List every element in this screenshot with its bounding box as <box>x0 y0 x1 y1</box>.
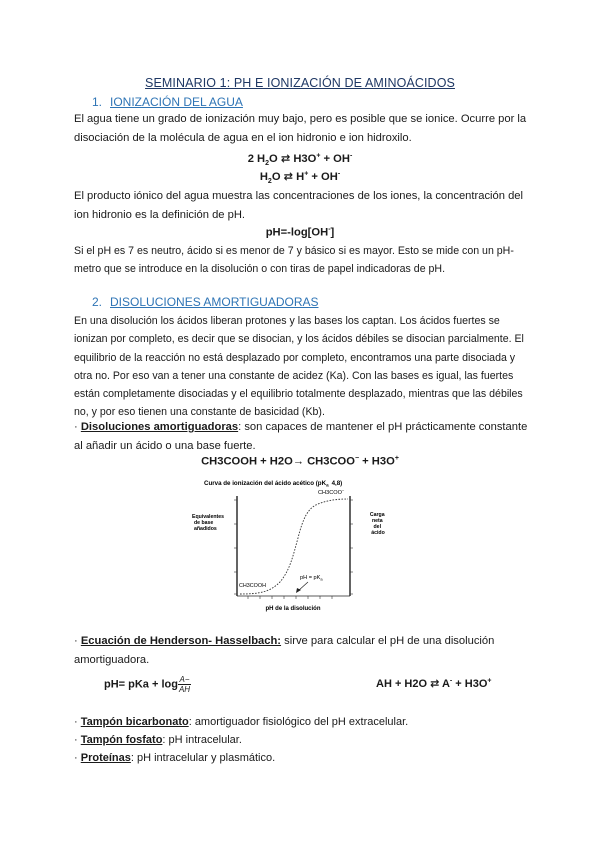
list-item: · Proteínas: pH intracelular y plasmático. <box>74 752 276 764</box>
definition-term: Ecuación de Henderson- Hasselbach: <box>80 635 282 647</box>
section-title: DISOLUCIONES AMORTIGUADORAS <box>110 295 319 309</box>
page-title: SEMINARIO 1: PH E IONIZACIÓN DE AMINOÁCIDOS <box>145 76 455 90</box>
right-axis-label: Carga neta del ácido <box>369 512 385 536</box>
paragraph: Si el pH es 7 es neutro, ácido si es menor de 7 y básico si es mayor. Esto se mide con un pH-metro que se introduce en la disolución o con tiras de papel indicadoras de pH. <box>74 245 514 276</box>
left-axis-label: Equivalentes de base añadidos <box>192 514 225 532</box>
equation-acetic-acid: CH3COOH + H2O→ CH3COO− + H3O+ <box>201 455 399 468</box>
equation-water-dissociation: $H_2O$ ⇄ H+ + OH- <box>259 170 341 186</box>
equation-water-ionization: 2 $H_2O$ ⇄ H3O+ + OH- <box>247 152 353 168</box>
section-heading-ionizacion <box>92 95 243 109</box>
species-acetate: CH3COO− <box>318 488 345 496</box>
section-heading-disoluciones <box>92 295 319 309</box>
titration-curve-figure <box>190 478 420 626</box>
list-item: · Tampón bicarbonato: amortiguador fisiológico del pH extracelular. <box>74 716 409 728</box>
paragraph: En una disolución los ácidos liberan protones y las bases los captan. Los ácidos fuertes se ionizan por completo, es decir que se disocian, y los ácidos débiles se disocian parcialmente. El equilibrio de la reacción no está desplazado por completo, encontramos una parte disociada y otra no. Por eso van a tener una constante de acidez (Ka). Con las bases es igual, las fuertes están completamente disociadas y el equilibrio totalmente desplazado, mientras que las débiles no, y por eso tienen una constante de basicidad (Kb). <box>74 315 524 419</box>
definition-disoluciones-amortiguadoras: · Disoluciones amortiguadoras: son capaces de mantener el pH prácticamente constante al añadir un ácido o una base fuerte. <box>74 421 528 452</box>
section-title: IONIZACIÓN DEL AGUA <box>110 95 243 109</box>
paragraph: El agua tiene un grado de ionización muy bajo, pero es posible que se ionice. Ocurre por la disociación de la molécula de agua en el ion hidronio e ion hidroxilo. <box>74 113 527 144</box>
log-fraction: $\frac{A-}{AH}$ <box>178 675 191 694</box>
section-number: 2. <box>92 295 103 309</box>
section-number: 1. <box>92 95 103 109</box>
henderson-formula: pH= pKa + log $\frac{A-}{AH}$ <box>104 675 191 694</box>
definition-term: Disoluciones amortiguadoras <box>80 421 239 433</box>
pka-label: pH = $pK_a$ <box>300 575 323 582</box>
titration-curve <box>240 499 348 594</box>
equation-acid-dissociation: AH + H2O ⇄ A- + H3O+ <box>376 677 492 690</box>
definition-henderson-hasselbach: · Ecuación de Henderson- Hasselbach: sirve para calcular el pH de una disolución amortiguadora. <box>74 635 495 666</box>
list-item: · Tampón fosfato: pH intracelular. <box>74 734 242 746</box>
species-acetic-acid: CH3COOH <box>239 583 266 589</box>
bottom-ticks <box>248 596 332 599</box>
x-axis-label: pH de la disolución <box>265 606 321 612</box>
figure-title: Curva de ionización del ácido acético ($pK_a$ 4,8) <box>204 480 343 488</box>
paragraph: El producto iónico del agua muestra las concentraciones de los iones, la concentración del ion hidronio es la definición de pH. <box>74 190 524 221</box>
equation-ph-definition: pH=-log[OH-] <box>265 226 335 239</box>
